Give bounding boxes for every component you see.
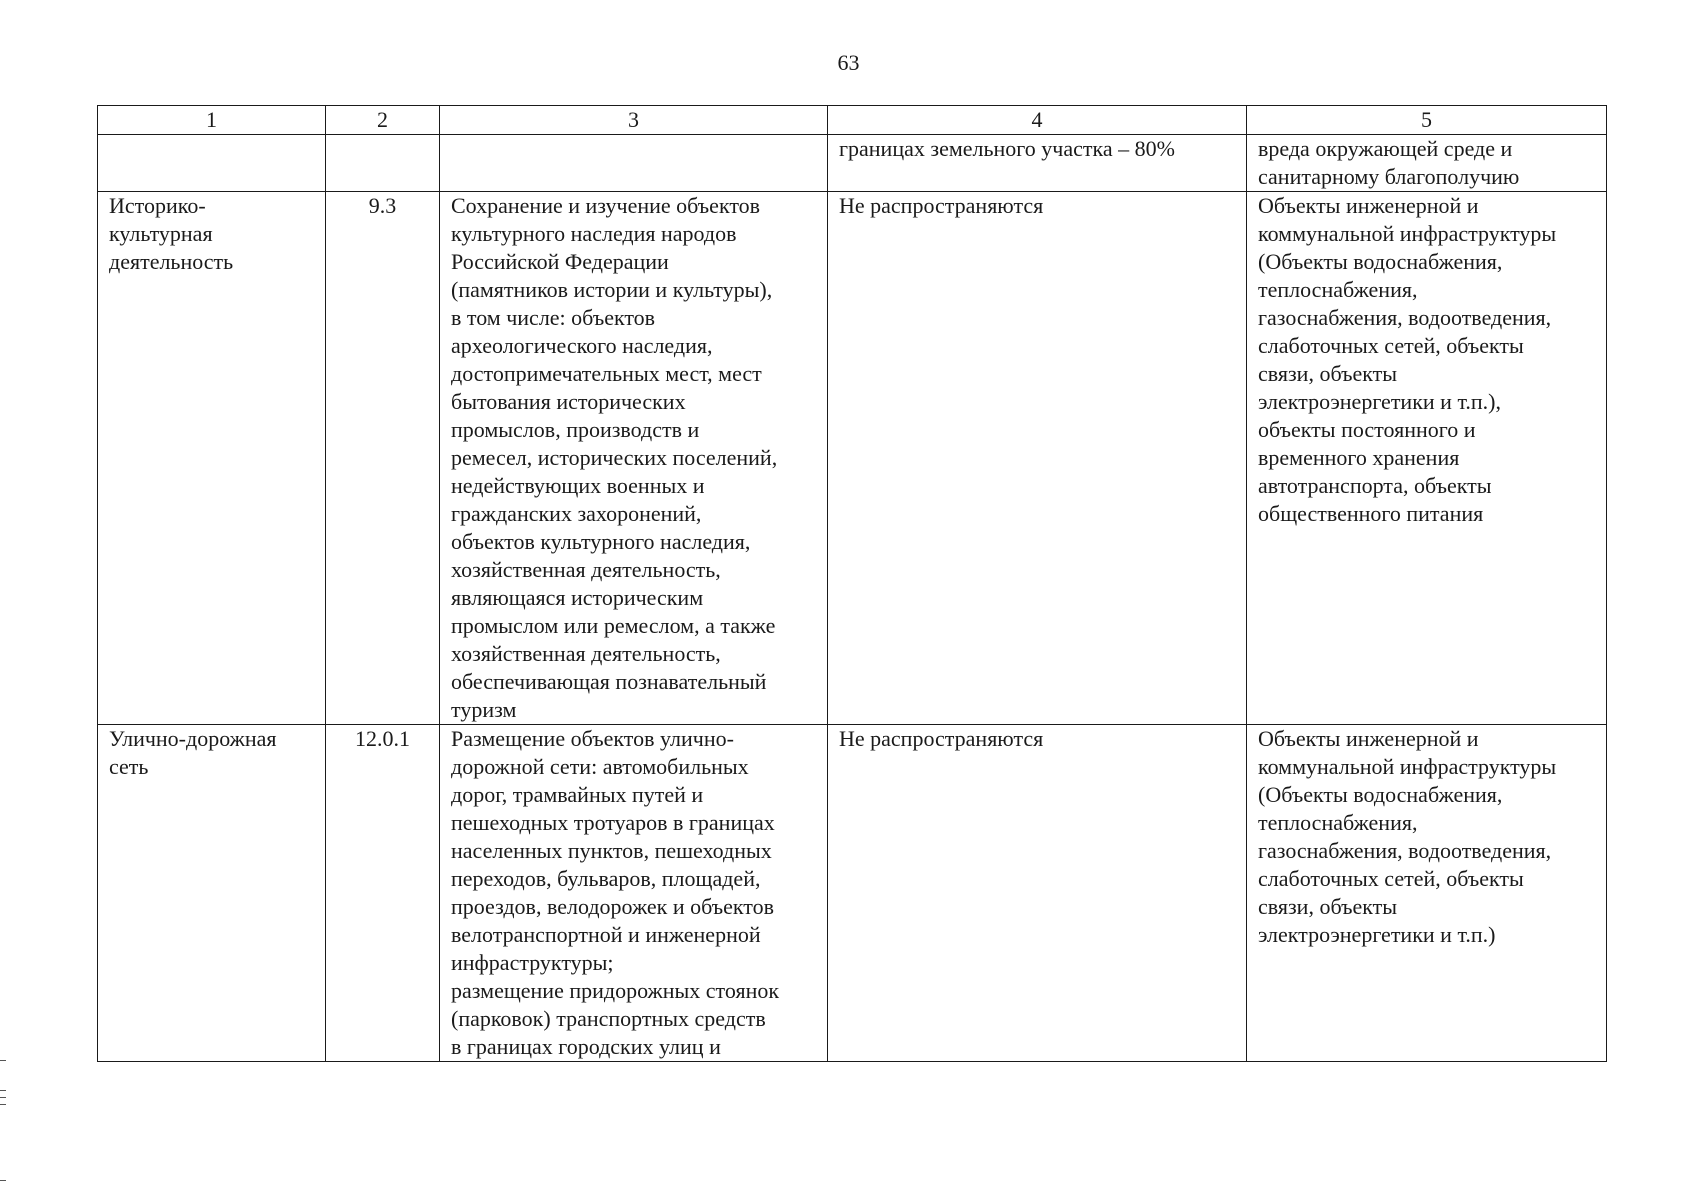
use-params-cell: Не распространяются — [828, 192, 1247, 725]
table-row — [98, 135, 1607, 192]
use-code-cell: 9.3 — [326, 192, 440, 725]
column-number-5: 5 — [1247, 106, 1607, 135]
scan-margin-mark — [0, 1104, 6, 1105]
use-aux-cell: вреда окружающей среде и санитарному благополучию — [1247, 135, 1607, 192]
use-code-cell: 12.0.1 — [326, 725, 440, 1062]
scan-margin-mark — [0, 1090, 6, 1091]
column-number-4: 4 — [828, 106, 1247, 135]
scan-margin-mark — [0, 1097, 6, 1098]
use-aux-cell: Объекты инженерной и коммунальной инфраструктуры (Объекты водоснабжения, теплоснабжения, газоснабжения, водоотведения, слаботочных сетей, объекты связи, объекты электроэнергетики и т.п.), объекты постоянного и временного хранения автотранспорта, объекты общественного питания — [1247, 192, 1607, 725]
column-number-2: 2 — [326, 106, 440, 135]
use-description-cell: Сохранение и изучение объектов культурного наследия народов Российской Федерации (памятников истории и культуры), в том числе: объектов археологического наследия, достопримечательных мест, мест бытования исторических промыслов, производств и ремесел, исторических поселений, недействующих военных и гражданских захоронений, объектов культурного наследия, хозяйственная деятельность, являющаяся историческим промыслом или ремеслом, а также хозяйственная деятельность, обеспечивающая познавательный туризм — [440, 192, 828, 725]
use-params-cell: границах земельного участка – 80% — [828, 135, 1247, 192]
use-description-cell: Размещение объектов улично- дорожной сети: автомобильных дорог, трамвайных путей и пешеходных тротуаров в границах населенных пунктов, пешеходных переходов, бульваров, площадей, проездов, велодорожек и объектов велотранспортной и инженерной инфраструктуры; размещение придорожных стоянок (парковок) транспортных средств в границах городских улиц и — [440, 725, 828, 1062]
use-description-cell — [440, 135, 828, 192]
column-number-3: 3 — [440, 106, 828, 135]
use-params-cell: Не распространяются — [828, 725, 1247, 1062]
column-number-1: 1 — [98, 106, 326, 135]
page-number: 63 — [837, 50, 860, 75]
use-aux-cell: Объекты инженерной и коммунальной инфраструктуры (Объекты водоснабжения, теплоснабжения, газоснабжения, водоотведения, слаботочных сетей, объекты связи, объекты электроэнергетики и т.п.) — [1247, 725, 1607, 1062]
use-name-cell — [98, 135, 326, 192]
scan-margin-mark — [0, 1060, 6, 1061]
table-header-row — [98, 106, 1607, 135]
regulations-table — [97, 105, 1607, 1062]
table-row — [98, 725, 1607, 1062]
use-code-cell — [326, 135, 440, 192]
table-row — [98, 192, 1607, 725]
scan-margin-mark — [0, 1180, 6, 1181]
use-name-cell: Историко- культурная деятельность — [98, 192, 326, 725]
use-name-cell: Улично-дорожная сеть — [98, 725, 326, 1062]
